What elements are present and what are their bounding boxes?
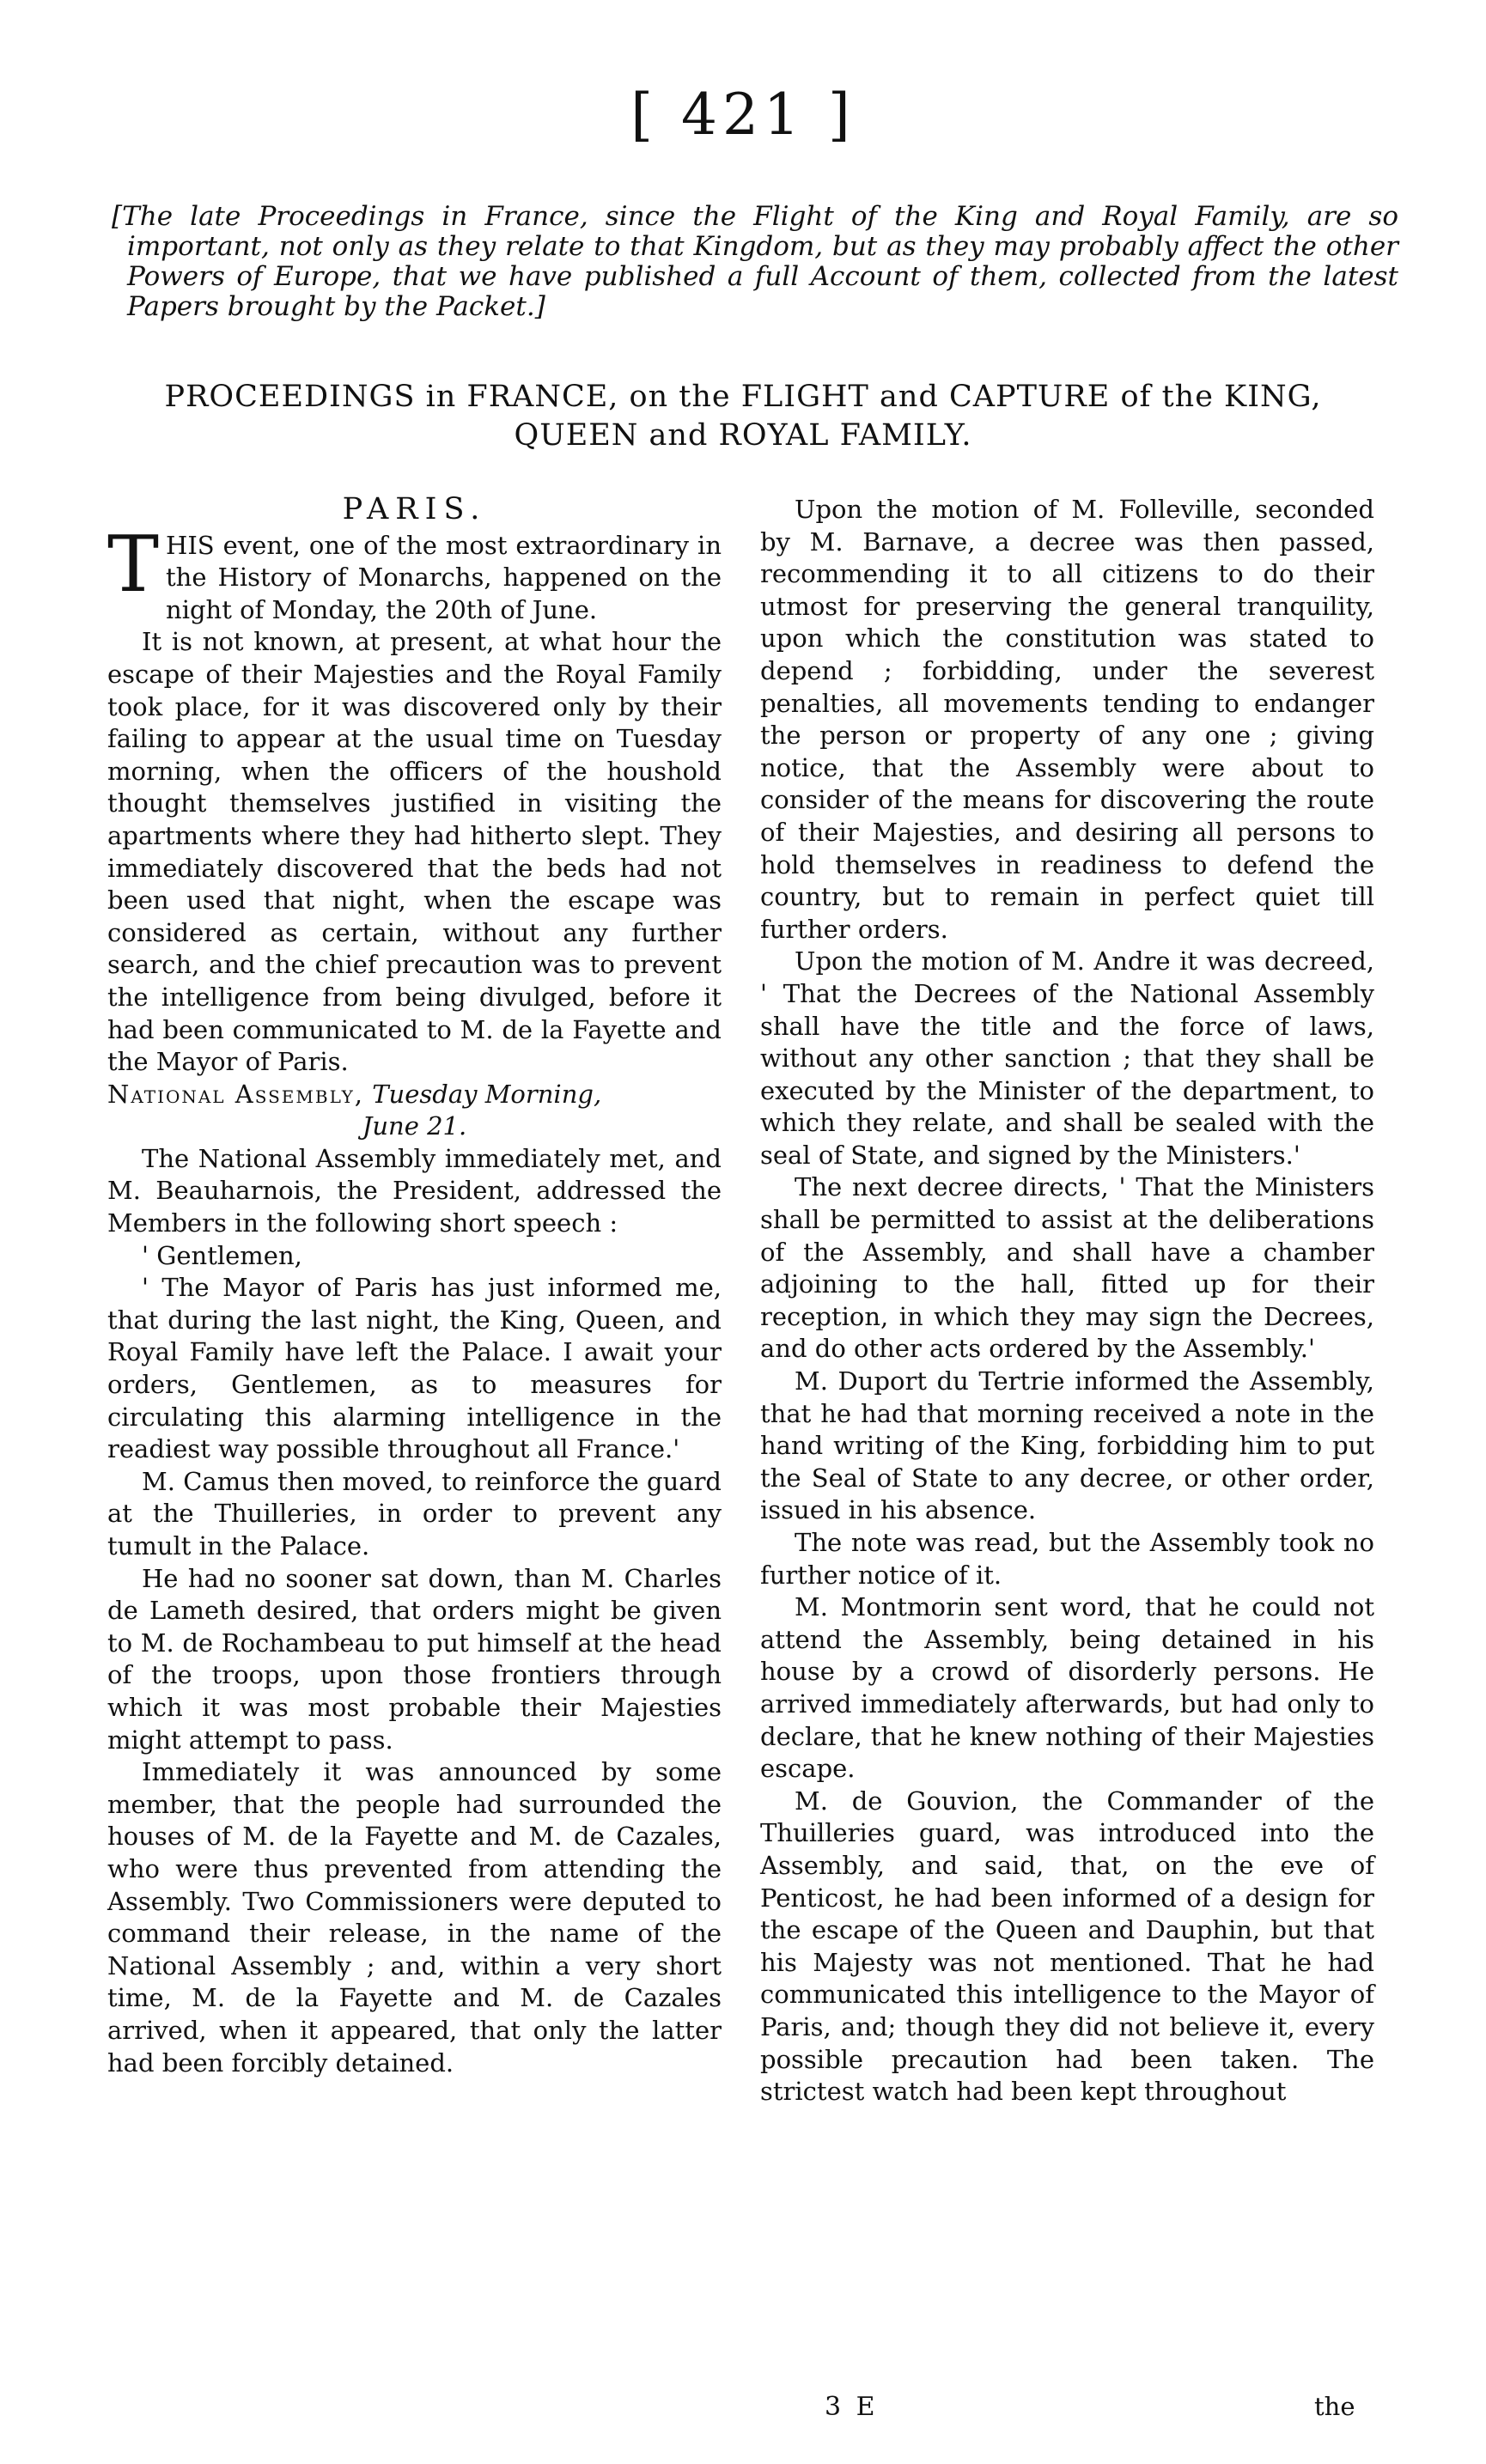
page-number: [ 421 ] (630, 82, 856, 148)
catchword: the (1314, 2392, 1355, 2421)
editor-note: [The late Proceedings in France, since the Flight of the King and Royal Family, are so important, not only as they relate to that Kingdom, but as they may probably affect the other Powers of Europe, that we have published a full Account of them, collected from the latest Papers brought by the Packet.] (112, 201, 1398, 322)
paragraph: ' The Mayor of Paris has just informed me, that during the last night, the King, Queen, and Royal Family have left the Palace. I await your orders, Gentlemen, as to measures for circulating this alarming intelligence in the readiest way possible throughout all France.' (107, 1273, 722, 1464)
paragraph: The next decree directs, ' That the Ministers shall be permitted to assist at the deliberations of the Assembly, and shall have a chamber adjoining to the hall, fitted up for their reception, in which they may sign the Decrees, and do other acts ordered by the Assembly.' (760, 1172, 1374, 1364)
dateline: June 21. (362, 1111, 467, 1141)
paragraph-text: HIS event, one of the most extraordinary in the History of Monarchs, happened on the night of Monday, the 20th of June. (166, 530, 722, 624)
left-column (107, 494, 722, 2079)
paragraph (107, 519, 722, 627)
paragraph: He had no sooner sat down, than M. Charles de Lameth desired, that orders might be given to M. de Rochambeau to put himself at the head of the troops, upon those frontiers through which it was most probable their Majesties might attempt to pass. (107, 1563, 722, 1755)
section-heading-paris: PARIS. (342, 492, 487, 526)
article-title-line-2: QUEEN and ROYAL FAMILY. (514, 418, 972, 453)
assembly-subheading (107, 1079, 722, 1111)
paragraph: M. Duport du Tertrie informed the Assembly, that he had that morning received a note in the hand writing of the King, forbidding him to put the Seal of State to any decree, or other order, issued in his absence. (760, 1366, 1374, 1525)
paragraph: M. de Gouvion, the Commander of the Thuilleries guard, was introduced into the Assembly, and said, that, on the eve of Penticost, he had been informed of a design for the escape of the Queen and Dauphin, but that his Majesty was not mentioned. That he had communicated this intelligence to the Mayor of Paris, and; though they did not believe it, every possible precaution had been taken. The strictest watch had been kept throughout (760, 1786, 1374, 2107)
paragraph: ' Gentlemen, (142, 1240, 302, 1270)
article-title (94, 378, 1392, 455)
paragraph: Upon the motion of M. Andre it was decreed, ' That the Decrees of the National Assembly shall have the title and the force of laws, without any other sanction ; that they shall be executed by the Minister of the department, to which they relate, and shall be sealed with the seal of State, and signed by the Ministers.' (760, 946, 1374, 1170)
paragraph: Immediately it was announced by some member, that the people had surrounded the houses of M. de la Fayette and M. de Cazales, who were thus prevented from attending the Assembly. Two Commissioners were deputed to command their release, in the name of the National Assembly ; and, within a very short time, M. de la Fayette and M. de Cazales arrived, when it appeared, that only the latter had been forcibly detained. (107, 1757, 722, 2078)
paragraph: It is not known, at present, at what hour the escape of their Majesties and the Royal Family took place, for it was discovered only by their failing to appear at the usual time on Tuesday morning, when the officers of the houshold thought themselves justified in visiting the apartments where they had hitherto slept. They immediately discovered that the beds had not been used that night, when the escape was considered as certain, without any further search, and the chief precaution was to prevent the intelligence from being divulged, before it had been communicated to M. de la Fayette and the Mayor of Paris. (107, 627, 722, 1077)
drop-cap: T (107, 519, 160, 610)
right-column (760, 494, 1374, 2108)
paragraph: Upon the motion of M. Folleville, seconded by M. Barnave, a decree was then passed, recommending it to all citizens to do their utmost for preserving the general tranquility, upon which the constitution was stated to depend ; forbidding, under the severest penalties, all movements tending to endanger the person or property of any one ; giving notice, that the Assembly were about to consider of the means for discovering the route of their Majesties, and desiring all persons to hold themselves in readiness to defend the country, but to remain in perfect quiet till further orders. (760, 495, 1374, 944)
article-title-line-1: PROCEEDINGS in FRANCE, on the FLIGHT and CAPTURE of the KING, (164, 380, 1322, 414)
paragraph: The note was read, but the Assembly took no further notice of it. (760, 1528, 1374, 1590)
subheading-day: Tuesday Morning, (372, 1079, 602, 1109)
subheading-name: National Assembly, (107, 1079, 364, 1109)
signature-mark: 3 E (825, 2392, 879, 2422)
paragraph: M. Montmorin sent word, that he could not attend the Assembly, being detained in his house by a crowd of disorderly persons. He arrived immediately afterwards, but had only to declare, that he knew nothing of their Majesties escape. (760, 1592, 1374, 1784)
paragraph: The National Assembly immediately met, and M. Beauharnois, the President, addressed the Members in the following short speech : (107, 1143, 722, 1238)
paragraph: M. Camus then moved, to reinforce the guard at the Thuilleries, in order to prevent any tumult in the Palace. (107, 1466, 722, 1561)
